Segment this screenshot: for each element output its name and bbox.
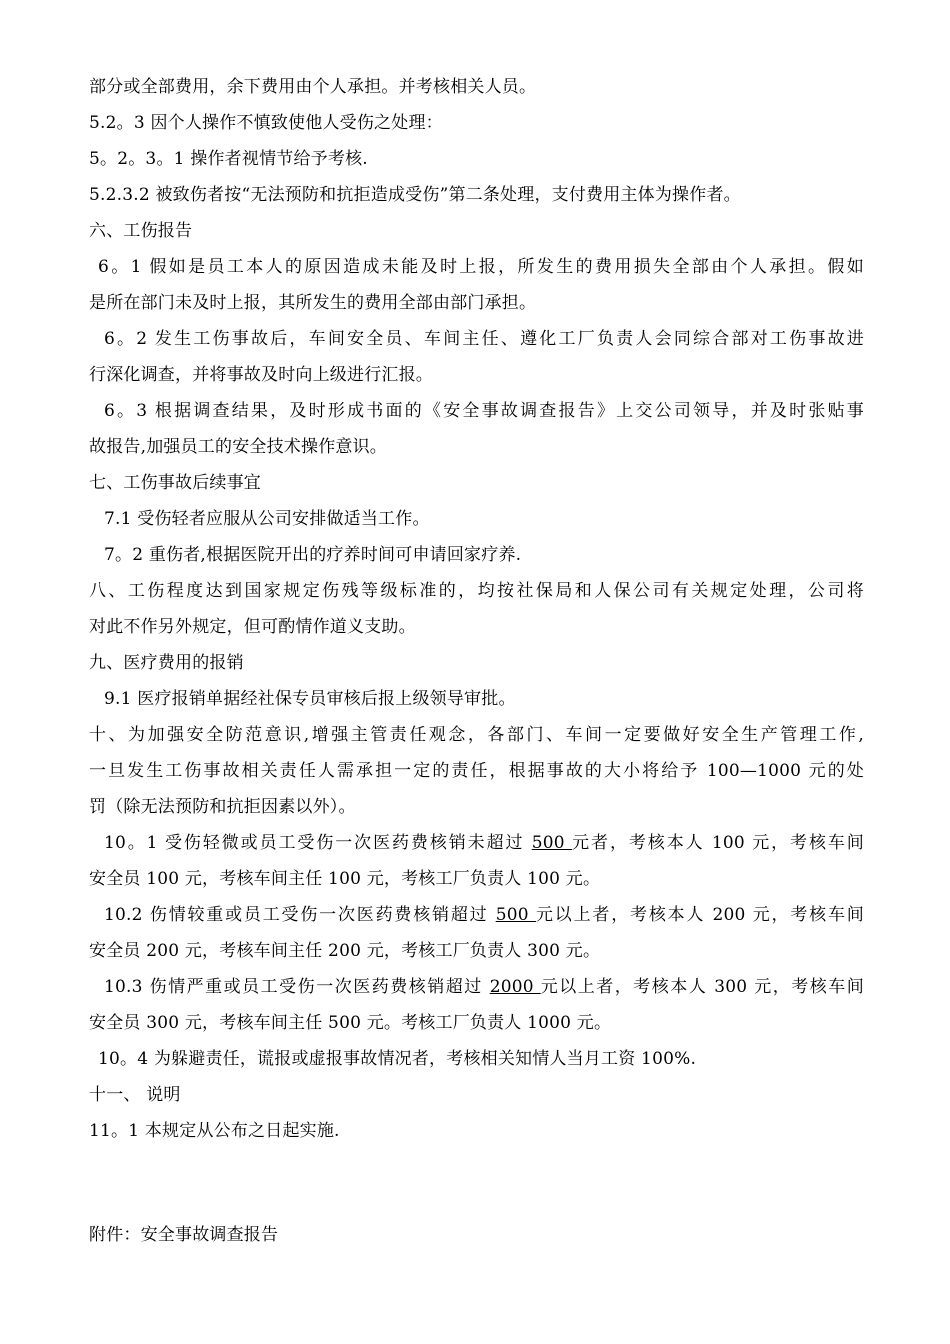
amount-underlined: 500 (495, 905, 536, 925)
clause-5-2-3-2: 5.2.3.2 被致伤者按“无法预防和抗拒造成受伤”第二条处理，支付费用主体为操作者。 (89, 185, 741, 205)
clause-5-2-3-1: 5。2。3。1 操作者视情节给予考核. (89, 149, 368, 169)
clause-10-4: 10。4 为躲避责任，谎报或虚报事故情况者，考核相关知情人当月工资 100%. (98, 1049, 697, 1069)
attachment-note: 附件：安全事故调查报告 (89, 1225, 279, 1245)
section-heading-10: 十、为加强安全防范意识,增强主管责任观念，各部门、车间一定要做好安全生产管理工作, (89, 725, 864, 745)
clause-6-1: 6。1 假如是员工本人的原因造成未能及时上报，所发生的费用损失全部由个人承担。假如 (98, 257, 864, 277)
clause-7-2: 7。2 重伤者,根据医院开出的疗养时间可申请回家疗养. (104, 545, 522, 565)
clause-7-1: 7.1 受伤轻者应服从公司安排做适当工作。 (104, 509, 430, 529)
section-heading-8: 八、工伤程度达到国家规定伤残等级标准的，均按社保局和人保公司有关规定处理，公司将 (89, 581, 864, 601)
section-heading-11: 十一、 说明 (89, 1085, 181, 1105)
text-line: 安全员 100 元，考核车间主任 100 元，考核工厂负责人 100 元。 (89, 869, 601, 889)
clause-10-2: 10.2 伤情较重或员工受伤一次医药费核销超过 500 元以上者，考核本人 200 元，考核车间 (104, 905, 864, 925)
amount-underlined: 2000 (489, 977, 541, 997)
text-line: 罚（除无法预防和抗拒因素以外）。 (89, 797, 356, 817)
section-heading-7: 七、工伤事故后续事宜 (89, 473, 261, 493)
text-line: 是所在部门未及时上报，其所发生的费用全部由部门承担。 (89, 293, 537, 313)
clause-6-3: 6。3 根据调查结果，及时形成书面的《安全事故调查报告》上交公司领导，并及时张贴事 (104, 401, 864, 421)
clause-11-1: 11。1 本规定从公布之日起实施. (89, 1121, 340, 1141)
amount-underlined: 500 (531, 833, 573, 853)
section-heading-6: 六、工伤报告 (89, 221, 193, 241)
section-heading-9: 九、医疗费用的报销 (89, 653, 244, 673)
text-line: 行深化调查，并将事故及时向上级进行汇报。 (89, 365, 433, 385)
clause-10-3: 10.3 伤情严重或员工受伤一次医药费核销超过 2000 元以上者，考核本人 300 元，考核车间 (104, 977, 864, 997)
clause-10-1: 10。1 受伤轻微或员工受伤一次医药费核销未超过 500 元者，考核本人 100 元，考核车间 (104, 833, 864, 853)
text-line: 部分或全部费用，余下费用由个人承担。并考核相关人员。 (89, 77, 537, 97)
clause-9-1: 9.1 医疗报销单据经社保专员审核后报上级领导审批。 (104, 689, 516, 709)
clause-6-2: 6。2 发生工伤事故后，车间安全员、车间主任、遵化工厂负责人会同综合部对工伤事故进 (104, 329, 864, 349)
clause-5-2-3: 5.2。3 因个人操作不慎致使他人受伤之处理： (89, 113, 443, 133)
text-line: 故报告,加强员工的安全技术操作意识。 (89, 437, 388, 457)
text-line: 对此不作另外规定，但可酌情作道义支助。 (89, 617, 416, 637)
text-line: 一旦发生工伤事故相关责任人需承担一定的责任，根据事故的大小将给予 100—1000 元的处 (89, 761, 864, 781)
text-line: 安全员 200 元，考核车间主任 200 元，考核工厂负责人 300 元。 (89, 941, 601, 961)
text-line: 安全员 300 元，考核车间主任 500 元。考核工厂负责人 1000 元。 (89, 1013, 612, 1033)
